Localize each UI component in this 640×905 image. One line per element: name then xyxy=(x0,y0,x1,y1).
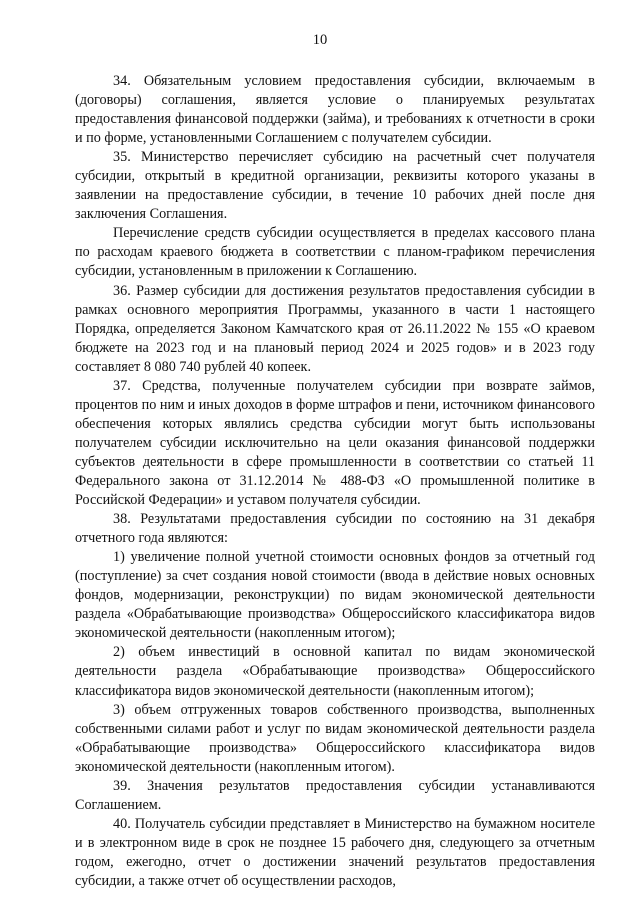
paragraph-34: 34. Обязательным условием предоставления субсидии, включаемым в (договоры) соглашения, является условие о планируемых результатах предоставления финансовой поддержки (займа), и требованиях к отчетности в сроки и по форме, установленными Соглашением с получателем субсидии. xyxy=(75,73,595,147)
result-item-3: 3) объем отгруженных товаров собственного производства, выполненных собственными силами работ и услуг по видам экономической деятельности раздела «Обрабатывающие производства» Общероссийского классификатора видов экономической деятельности (накопленным итогом). xyxy=(75,701,595,775)
page-number: 10 xyxy=(312,32,328,48)
paragraph-35-transfer: Перечисление средств субсидии осуществляется в пределах кассового плана по расходам краевого бюджета в соответствии с планом-графиком перечисления субсидии, установленным в приложении к Соглашению. xyxy=(75,225,595,280)
document-body xyxy=(75,72,595,891)
paragraph-40: 40. Получатель субсидии представляет в Министерство на бумажном носителе и в электронном виде в срок не позднее 15 рабочего дня, следующего за отчетным годом, ежегодно, отчет о достижении значений результатов предоставления субсидии, а также отчет об осуществлении расходов, xyxy=(75,815,595,889)
paragraph-35: 35. Министерство перечисляет субсидию на расчетный счет получателя субсидии, открытый в кредитной организации, реквизиты которого указаны в заявлении на предоставление субсидии, в течение 10 рабочих дней после дня заключения Соглашения. xyxy=(75,149,595,223)
paragraph-36: 36. Размер субсидии для достижения результатов предоставления субсидии в рамках основного мероприятия Программы, указанного в части 1 настоящего Порядка, определяется Законом Камчатского края от 26.11.2022 № 155 «О краевом бюджете на 2023 год и на плановый период 2024 и 2025 годов» и в 2023 году составляет 8 080 740 рублей 40 копеек. xyxy=(75,282,595,375)
paragraph-37: 37. Средства, полученные получателем субсидии при возврате займов, процентов по ним и иных доходов в форме штрафов и пени, источником финансового обеспечения которых являлись средства субсидии могут быть использованы получателем субсидии исключительно на цели оказания финансовой поддержки субъектов деятельности в сфере промышленности в соответствии со статьей 11 Федерального закона от 31.12.2014 № 488-ФЗ «О промышленной политике в Российской Федерации» и уставом получателя субсидии. xyxy=(75,377,595,509)
result-item-2: 2) объем инвестиций в основной капитал по видам экономической деятельности раздела «Обрабатывающие производства» Общероссийского классификатора видов экономической деятельности (накопленным итогом); xyxy=(75,644,595,699)
paragraph-38: 38. Результатами предоставления субсидии по состоянию на 31 декабря отчетного года являются: xyxy=(75,511,595,547)
result-item-1: 1) увеличение полной учетной стоимости основных фондов за отчетный год (поступление) за счет создания новой стоимости (ввода в действие новых основных фондов, модернизации, реконструкции) по видам экономической деятельности раздела «Обрабатывающие производства» Общероссийского классификатора видов экономической деятельности (накопленным итогом); xyxy=(75,549,595,642)
paragraph-39: 39. Значения результатов предоставления субсидии устанавливаются Соглашением. xyxy=(75,777,595,813)
